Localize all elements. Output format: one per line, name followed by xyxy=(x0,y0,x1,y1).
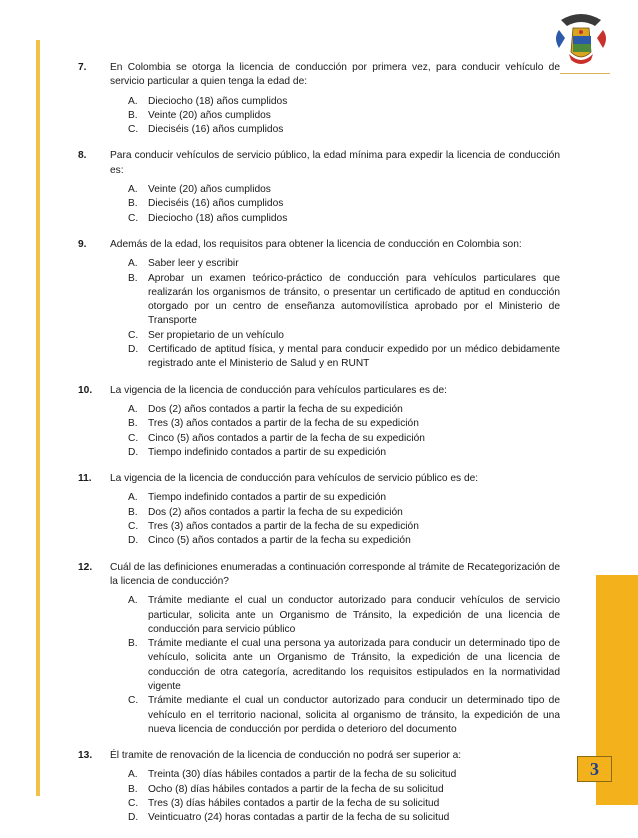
answer-option xyxy=(128,197,560,211)
coat-of-arms-icon xyxy=(551,8,611,72)
answer-options xyxy=(128,95,560,138)
answer-option xyxy=(128,637,560,694)
option-text: Tres (3) años contados a partir de la fecha de su expedición xyxy=(148,521,419,533)
question-number: 10. xyxy=(78,384,93,396)
option-text: Tres (3) años contados a partir de la fecha de su expedición xyxy=(148,418,419,430)
option-text: Cinco (5) años contados a partir de la fecha su expedición xyxy=(148,535,411,547)
answer-option xyxy=(128,768,560,782)
answer-option xyxy=(128,506,560,520)
answer-option xyxy=(128,272,560,329)
question-text: La vigencia de la licencia de conducción para vehículos particulares es de: xyxy=(110,384,447,396)
question-text: Él tramite de renovación de la licencia de conducción no podrá ser superior a: xyxy=(110,750,462,762)
option-text: Tiempo indefinido contados a partir de su expedición xyxy=(148,492,387,504)
option-text: Trámite mediante el cual un conductor autorizado para conducir un determinado tipo de vehículo en el territorio nacional, solicita al organismo de tránsito, la expedición de una nueva licencia de conducción por perdida o deterioro del documento xyxy=(148,695,560,735)
answer-option xyxy=(128,109,560,123)
option-letter: A. xyxy=(128,184,138,196)
answer-option xyxy=(128,594,560,637)
option-text: Certificado de aptitud física, y mental para conducir expedido por un médico debidamente registrado ante el Ministerio de Salud y en RUNT xyxy=(148,344,560,370)
option-text: Tres (3) días hábiles contados a partir de la fecha de su solicitud xyxy=(148,798,440,810)
answer-option xyxy=(128,520,560,534)
answer-option xyxy=(128,797,560,811)
option-text: Dieciséis (16) años cumplidos xyxy=(148,198,284,210)
question-number: 13. xyxy=(78,750,93,762)
answer-option xyxy=(128,491,560,505)
question-text: En Colombia se otorga la licencia de conducción por primera vez, para conducir vehículo de servicio particular a quien tenga la edad de: xyxy=(110,62,560,88)
option-text: Dieciséis (16) años cumplidos xyxy=(148,124,284,136)
answer-option xyxy=(128,403,560,417)
question-item xyxy=(78,61,560,137)
answer-option xyxy=(128,446,560,460)
option-text: Ser propietario de un vehículo xyxy=(148,329,284,341)
option-letter: B. xyxy=(128,198,138,210)
answer-option xyxy=(128,123,560,137)
left-margin-rule xyxy=(36,40,40,796)
answer-options xyxy=(128,491,560,548)
option-text: Cinco (5) años contados a partir de la fecha de su expedición xyxy=(148,432,425,444)
answer-option xyxy=(128,534,560,548)
question-number: 8. xyxy=(78,150,87,162)
question-text: Cuál de las definiciones enumeradas a continuación corresponde al trámite de Recategorización de la licencia de conducción? xyxy=(110,561,560,587)
option-text: Veinte (20) años cumplidos xyxy=(148,184,271,196)
answer-options xyxy=(128,183,560,226)
option-letter: B. xyxy=(128,638,138,650)
answer-option xyxy=(128,257,560,271)
answer-option xyxy=(128,329,560,343)
option-letter: D. xyxy=(128,812,139,824)
question-item xyxy=(78,384,560,460)
answer-option xyxy=(128,694,560,737)
question-number: 12. xyxy=(78,561,93,573)
answer-option xyxy=(128,811,560,825)
option-letter: C. xyxy=(128,329,139,341)
option-letter: C. xyxy=(128,432,139,444)
question-item xyxy=(78,561,560,738)
answer-option xyxy=(128,212,560,226)
option-text: Tiempo indefinido contados a partir de su expedición xyxy=(148,446,387,458)
option-text: Ocho (8) días hábiles contados a partir de la fecha de su solicitud xyxy=(148,783,444,795)
option-letter: A. xyxy=(128,95,138,107)
option-letter: B. xyxy=(128,272,138,284)
answer-options xyxy=(128,768,560,825)
option-letter: B. xyxy=(128,109,138,121)
option-letter: C. xyxy=(128,212,139,224)
option-text: Dieciocho (18) años cumplidos xyxy=(148,95,288,107)
question-number: 9. xyxy=(78,238,87,250)
option-letter: A. xyxy=(128,403,138,415)
option-letter: A. xyxy=(128,769,138,781)
option-letter: A. xyxy=(128,492,138,504)
option-letter: C. xyxy=(128,124,139,136)
question-text: Además de la edad, los requisitos para obtener la licencia de conducción en Colombia son: xyxy=(110,238,522,250)
option-text: Saber leer y escribir xyxy=(148,258,239,270)
option-text: Veinticuatro (24) horas contadas a partir de la fecha de su solicitud xyxy=(148,812,450,824)
option-letter: C. xyxy=(128,695,139,707)
option-letter: C. xyxy=(128,521,139,533)
answer-option xyxy=(128,183,560,197)
option-letter: B. xyxy=(128,783,138,795)
answer-options xyxy=(128,594,560,737)
crest-underline xyxy=(560,73,610,74)
question-list xyxy=(78,61,560,838)
question-item xyxy=(78,238,560,372)
answer-options xyxy=(128,403,560,460)
option-letter: D. xyxy=(128,344,139,356)
option-letter: B. xyxy=(128,506,138,518)
option-text: Dieciocho (18) años cumplidos xyxy=(148,212,288,224)
question-item xyxy=(78,749,560,825)
option-letter: D. xyxy=(128,535,139,547)
answer-option xyxy=(128,343,560,372)
question-number: 11. xyxy=(78,473,92,485)
option-letter: C. xyxy=(128,798,139,810)
option-letter: D. xyxy=(128,446,139,458)
page-number-badge: 3 xyxy=(577,756,612,782)
answer-option xyxy=(128,783,560,797)
answer-option xyxy=(128,417,560,431)
option-letter: A. xyxy=(128,595,138,607)
question-number: 7. xyxy=(78,62,87,73)
answer-option xyxy=(128,95,560,109)
option-text: Trámite mediante el cual una persona ya autorizada para conducir un determinado tipo de vehículo, solicita ante un Organismo de Tránsito, la expedición de una licencia de conducción de otra categoría, acreditando los requisitos estipulados en la normatividad vigente xyxy=(148,638,560,692)
option-text: Dos (2) años contados a partir la fecha de su expedición xyxy=(148,506,403,518)
answer-options xyxy=(128,257,560,371)
option-letter: B. xyxy=(128,418,138,430)
question-item xyxy=(78,472,560,548)
option-text: Veinte (20) años cumplidos xyxy=(148,109,271,121)
option-text: Aprobar un examen teórico-práctico de conducción para vehículos particulares que realizarán los organismos de tránsito, o presentar un certificado de aptitud en conducción otorgado por un centro de enseñanza automovilística aprobado por el Ministerio de Transporte xyxy=(148,272,560,327)
answer-option xyxy=(128,432,560,446)
option-text: Dos (2) años contados a partir la fecha de su expedición xyxy=(148,403,403,415)
question-text: La vigencia de la licencia de conducción para vehículos de servicio público es de: xyxy=(110,473,479,485)
option-text: Trámite mediante el cual un conductor autorizado para conducir vehículos de servicio particular, solicita ante un Organismo de Tránsito, la expedición de una licencia de conducción para servicio público xyxy=(148,595,560,635)
question-text: Para conducir vehículos de servicio público, la edad mínima para expedir la licencia de conducción es: xyxy=(110,150,560,176)
option-letter: A. xyxy=(128,258,138,270)
option-text: Treinta (30) días hábiles contados a partir de la fecha de su solicitud xyxy=(148,769,457,781)
question-item xyxy=(78,149,560,225)
